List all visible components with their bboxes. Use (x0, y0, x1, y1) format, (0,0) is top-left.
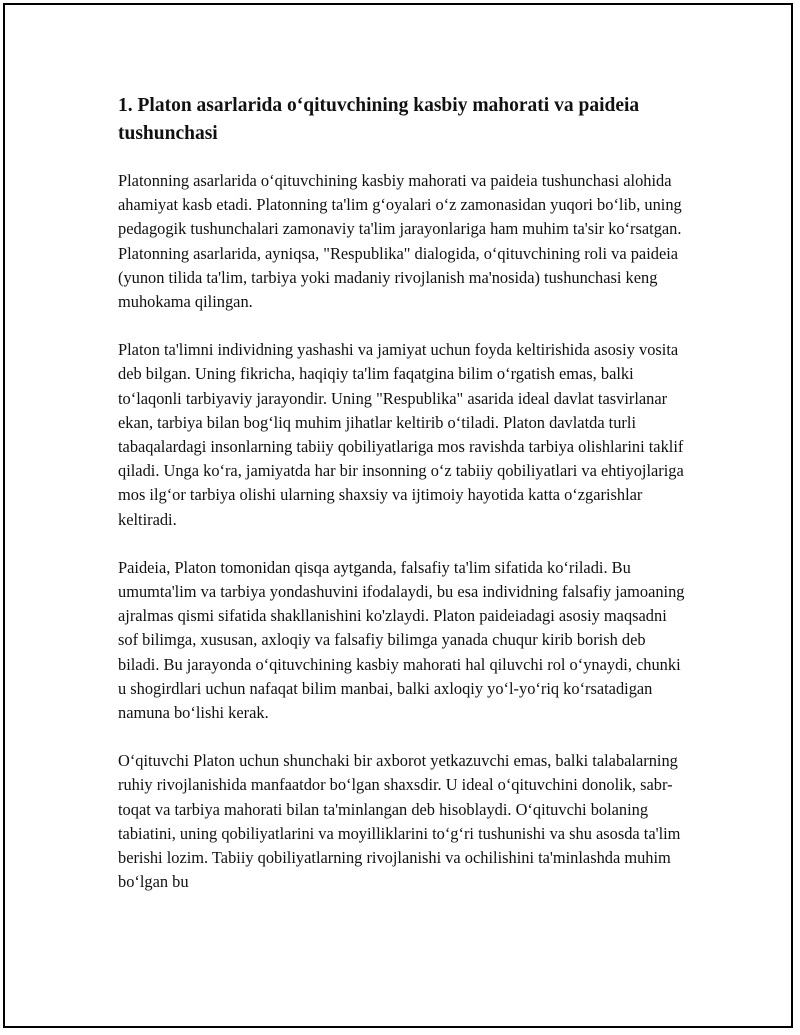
document-body (118, 92, 688, 918)
paragraph-2: Platon ta'limni individning yashashi va jamiyat uchun foyda keltirishida asosiy vosita deb bilgan. Uning fikricha, haqiqiy ta'lim faqatgina bilim o‘rgatish emas, balki to‘laqonli tarbiyaviy jarayondir. Uning "Respublika" asarida ideal davlat tasvirlanar ekan, tarbiya bilan bog‘liq muhim jihatlar keltirib o‘tiladi. Platon davlatda turli tabaqalardagi insonlarning tabiiy qobiliyatlariga mos ravishda tarbiya olishlarini taklif qiladi. Unga ko‘ra, jamiyatda har bir insonning o‘z tabiiy qobiliyatlari va ehtiyojlariga mos ilg‘or tarbiya olishi ularning shaxsiy va ijtimoiy hayotida katta o‘zgarishlar keltiradi. (118, 340, 684, 529)
paragraph-3: Paideia, Platon tomonidan qisqa aytganda, falsafiy ta'lim sifatida ko‘riladi. Bu umumta'lim va tarbiya yondashuvini ifodalaydi, bu esa individning falsafiy jamoaning ajralmas qismi sifatida shakllanishini ko'zlaydi. Platon paideiadagi asosiy maqsadni sof bilimga, xususan, axloqiy va falsafiy bilimga yanada chuqur kirib borish deb biladi. Bu jarayonda o‘qituvchining kasbiy mahorati hal qiluvchi rol o‘ynaydi, chunki u shogirdlari uchun nafaqat bilim manbai, balki axloqiy yo‘l-yo‘riq ko‘rsatadigan namuna bo‘lishi kerak. (118, 557, 685, 723)
paragraph-1: Platonning asarlarida o‘qituvchining kasbiy mahorati va paideia tushunchasi alohida ahamiyat kasb etadi. Platonning ta'lim g‘oyalari o‘z zamonasidan yuqori bo‘lib, uning pedagogik tushunchalari zamonaviy ta'lim jarayonlariga ham muhim ta'sir ko‘rsatgan. Platonning asarlarida, ayniqsa, "Respublika" dialogida, o‘qituvchining roli va paideia (yunon tilida ta'lim, tarbiya yoki madaniy rivojlanish ma'nosida) tushunchasi keng muhokama qilingan. (118, 171, 682, 312)
paragraph-4: O‘qituvchi Platon uchun shunchaki bir axborot yetkazuvchi emas, balki talabalarning ruhiy rivojlanishida manfaatdor bo‘lgan shaxsdir. U ideal o‘qituvchini donolik, sabr-toqat va tarbiya mahorati bilan ta'minlangan deb hisoblaydi. O‘qituvchi bolaning tabiatini, uning qobiliyatlarini va moyilliklarini to‘g‘ri tushunishi va shu asosda ta'lim berishi lozim. Tabiiy qobiliyatlarning rivojlanishi va ochilishini ta'minlashda muhim bo‘lgan bu (118, 751, 681, 892)
section-heading: 1. Platon asarlarida o‘qituvchining kasbiy mahorati va paideia tushunchasi (118, 95, 640, 144)
